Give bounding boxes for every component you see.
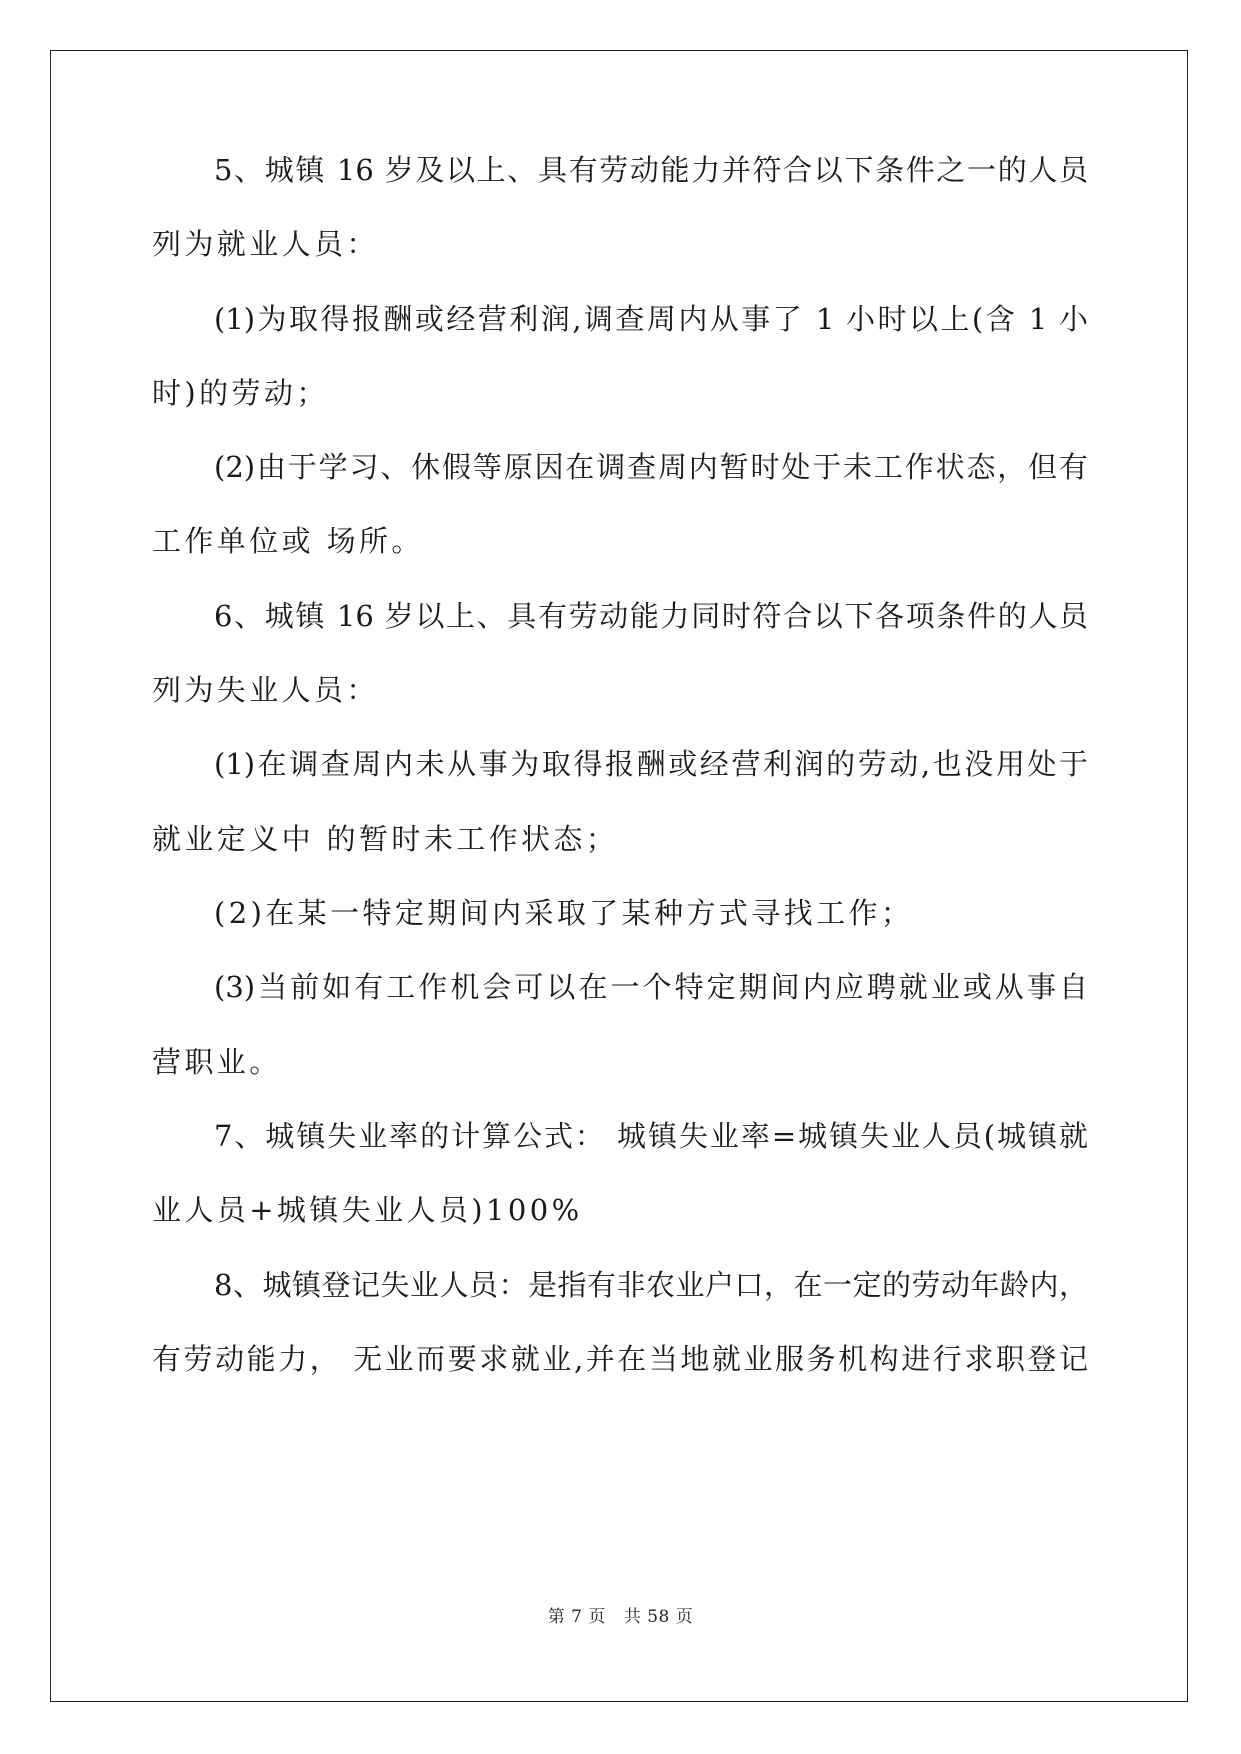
paragraph-6-line-1: 6、城镇 16 岁以上、具有劳动能力同时符合以下各项条件的人员 <box>214 599 1088 633</box>
page-total: 共 58 页 <box>623 1607 694 1627</box>
paragraph-5-item-1-line-2: 时)的劳动； <box>152 376 329 410</box>
paragraph-5-item-2-line-1: (2)由于学习、休假等原因在调查周内暂时处于未工作状态，但有 <box>214 450 1088 484</box>
paragraph-8-line-1: 8、城镇登记失业人员：是指有非农业户口，在一定的劳动年龄内， <box>214 1268 1088 1302</box>
paragraph-6-line-2: 列为失业人员： <box>152 673 379 707</box>
paragraph-5-item-2-line-2: 工作单位或 场所。 <box>152 524 424 558</box>
page-footer <box>0 1602 1241 1627</box>
paragraph-6-item-3-line-1: (3)当前如有工作机会可以在一个特定期间内应聘就业或从事自 <box>214 970 1088 1004</box>
paragraph-5-item-1-line-1: (1)为取得报酬或经营利润,调查周内从事了 1 小时以上(含 1 小 <box>214 302 1088 336</box>
paragraph-8-line-2: 有劳动能力， 无业而要求就业,并在当地就业服务机构进行求职登记 <box>152 1342 1088 1376</box>
paragraph-5-line-2: 列为就业人员： <box>152 227 379 261</box>
paragraph-6-item-3-line-2: 营职业。 <box>152 1045 282 1079</box>
paragraph-5-line-1: 5、城镇 16 岁及以上、具有劳动能力并符合以下条件之一的人员 <box>214 153 1088 187</box>
paragraph-6-item-1-line-1: (1)在调查周内未从事为取得报酬或经营利润的劳动,也没用处于 <box>214 747 1088 781</box>
page-number: 第 7 页 <box>547 1607 606 1627</box>
paragraph-6-item-1-line-2: 就业定义中 的暂时未工作状态； <box>152 822 619 856</box>
page-border <box>50 50 1188 1702</box>
paragraph-7-line-2: 业人员+城镇失业人员)100% <box>152 1193 583 1227</box>
paragraph-6-item-2-line-1: (2)在某一特定期间内采取了某种方式寻找工作； <box>214 896 914 930</box>
paragraph-7-line-1: 7、城镇失业率的计算公式： 城镇失业率=城镇失业人员(城镇就 <box>214 1119 1088 1153</box>
